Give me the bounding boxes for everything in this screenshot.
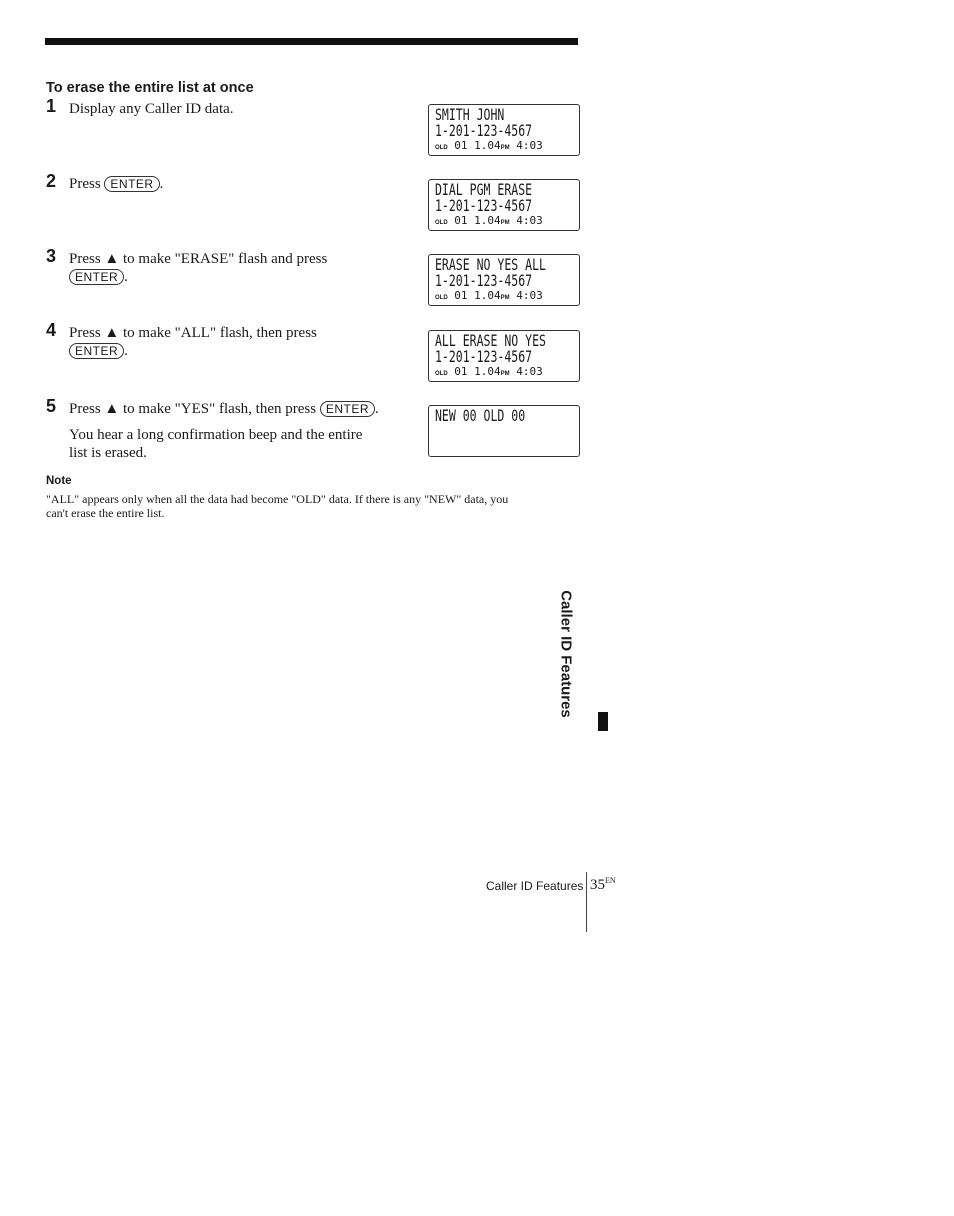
lcd-line-2: 1-201-123-4567 bbox=[435, 196, 533, 215]
step-text: Press ▲ to make "YES" flash, then press bbox=[69, 401, 320, 417]
lcd-time: 4:03 bbox=[516, 289, 543, 302]
enter-key: ENTER bbox=[69, 269, 124, 285]
step-text-end: . bbox=[374, 401, 379, 417]
step-text-end: . bbox=[124, 269, 128, 285]
lcd-line-2: 1-201-123-4567 bbox=[435, 347, 533, 366]
pm-indicator: PM bbox=[500, 220, 510, 226]
step-text: Press ▲ to make "ERASE" flash and press bbox=[69, 251, 328, 267]
pm-indicator: PM bbox=[500, 371, 510, 377]
side-tab-marker bbox=[598, 712, 608, 731]
lcd-line-1: DIAL PGM ERASE bbox=[435, 180, 533, 199]
page-number bbox=[590, 876, 616, 894]
side-tab-label: Caller ID Features bbox=[557, 590, 575, 718]
section-heading: To erase the entire list at once bbox=[46, 80, 254, 96]
lcd-display-4 bbox=[428, 330, 580, 382]
step-1 bbox=[46, 96, 369, 118]
step-number: 2 bbox=[46, 171, 57, 191]
note-text: "ALL" appears only when all the data had become "OLD" data. If there is any "NEW" data, you can't erase the entire list. bbox=[46, 492, 509, 520]
lcd-display-1 bbox=[428, 104, 580, 156]
step-number: 3 bbox=[46, 246, 57, 266]
step-2 bbox=[46, 171, 369, 193]
step-number: 1 bbox=[46, 96, 57, 116]
lcd-date: 01 1.04 bbox=[454, 139, 501, 152]
lcd-display-2 bbox=[428, 179, 580, 231]
step-3 bbox=[46, 246, 369, 286]
lcd-line-2: 1-201-123-4567 bbox=[435, 121, 533, 140]
step-text: Display any Caller ID data. bbox=[69, 101, 234, 117]
lcd-line-2: 1-201-123-4567 bbox=[435, 271, 533, 290]
pm-indicator: PM bbox=[500, 295, 510, 301]
note-heading: Note bbox=[46, 475, 72, 487]
lcd-status-line bbox=[435, 366, 543, 380]
lcd-date: 01 1.04 bbox=[454, 214, 501, 227]
lcd-line-1: ERASE NO YES ALL bbox=[435, 255, 546, 274]
step-text: Press ▲ to make "ALL" flash, then press bbox=[69, 325, 317, 341]
step-text-end: . bbox=[124, 343, 128, 359]
old-indicator: OLD bbox=[435, 145, 448, 151]
footer-rule bbox=[586, 872, 587, 932]
enter-key: ENTER bbox=[320, 401, 375, 417]
lcd-line-1: SMITH JOHN bbox=[435, 105, 505, 124]
lcd-status-line bbox=[435, 140, 543, 154]
lcd-display-3 bbox=[428, 254, 580, 306]
step-text-end: . bbox=[159, 176, 164, 192]
pm-indicator: PM bbox=[500, 145, 510, 151]
lcd-line-1: NEW 00 OLD 00 bbox=[435, 406, 526, 425]
lcd-time: 4:03 bbox=[516, 139, 543, 152]
enter-key: ENTER bbox=[69, 343, 124, 359]
lcd-date: 01 1.04 bbox=[454, 365, 501, 378]
top-rule bbox=[45, 38, 578, 45]
enter-key: ENTER bbox=[104, 176, 159, 192]
step-text: Press bbox=[69, 176, 105, 192]
page-number-value: 35 bbox=[590, 877, 605, 893]
footer-section-label: Caller ID Features bbox=[486, 879, 584, 893]
page-number-suffix: EN bbox=[605, 876, 616, 885]
step-4 bbox=[46, 320, 369, 360]
lcd-line-1: ALL ERASE NO YES bbox=[435, 331, 546, 350]
step-number: 5 bbox=[46, 396, 57, 416]
old-indicator: OLD bbox=[435, 295, 448, 301]
step-number: 4 bbox=[46, 320, 57, 340]
lcd-status-line bbox=[435, 290, 543, 304]
old-indicator: OLD bbox=[435, 220, 448, 226]
lcd-time: 4:03 bbox=[516, 214, 543, 227]
lcd-date: 01 1.04 bbox=[454, 289, 501, 302]
lcd-display-5 bbox=[428, 405, 580, 457]
step-5 bbox=[46, 396, 429, 462]
lcd-time: 4:03 bbox=[516, 365, 543, 378]
old-indicator: OLD bbox=[435, 371, 448, 377]
step-result-text: You hear a long confirmation beep and the entire list is erased. bbox=[69, 427, 363, 461]
lcd-status-line bbox=[435, 215, 543, 229]
